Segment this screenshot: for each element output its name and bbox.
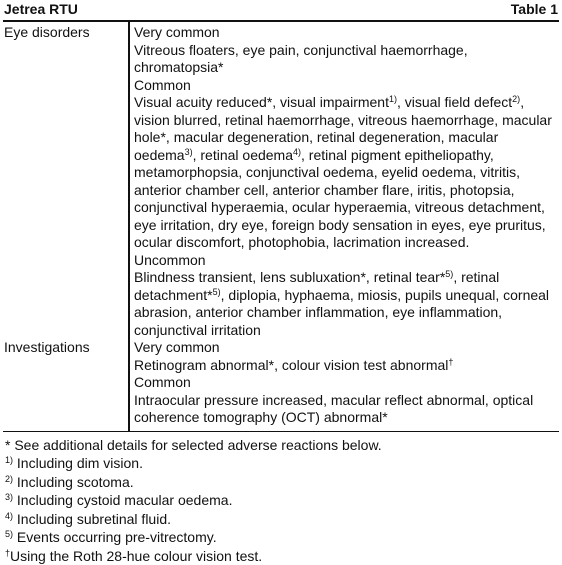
- reactions-cell: [129, 22, 559, 339]
- reaction-terms: [134, 94, 557, 252]
- footnote-text: Including cystoid macular oedema.: [13, 492, 232, 508]
- footnote-ref: 5): [213, 287, 221, 297]
- reaction-terms: Intraocular pressure increased, macular reflect abnormal, optical coherence tomography (OCT) abnormal*: [134, 392, 557, 427]
- frequency-label: Uncommon: [134, 252, 557, 270]
- table-row: [3, 339, 559, 431]
- footnote-mark: 3): [5, 492, 13, 502]
- frequency-label: Common: [134, 374, 557, 392]
- footnote-item: [5, 528, 557, 547]
- footnote-text: Including subretinal fluid.: [13, 511, 171, 527]
- footnote-mark: †: [5, 548, 10, 558]
- frequency-label: Very common: [134, 24, 557, 42]
- footnote-item: [5, 436, 557, 455]
- footnote-text: See additional details for selected adverse reactions below.: [10, 437, 381, 453]
- footnote-ref: 5): [445, 269, 453, 279]
- term-text: , retinal pigment epitheliopathy, metamorphopsia, conjunctival oedema, eyelid oedema, vitritis, anterior chamber cell, anterior chamber flare, iritis, photopsia, conjunctival hyperaemia, ocular hyperaemia, vitreous detachment, eye irritation, dry eye, foreign body sensation in eyes, eye pruritus, ocular discomfort, photophobia, lacrimation increased.: [134, 147, 546, 251]
- footnote-mark: 2): [5, 474, 13, 484]
- footnote-item: [5, 454, 557, 473]
- footnote-ref: 3): [185, 147, 193, 157]
- table-row: [3, 22, 559, 339]
- footnote-text: Including scotoma.: [13, 474, 134, 490]
- footnote-mark: 4): [5, 511, 13, 521]
- system-organ-class-label: Eye disorders: [4, 24, 90, 40]
- footnote-item: [5, 510, 557, 529]
- footnote-text: Including dim vision.: [13, 455, 143, 471]
- term-text: Visual acuity reduced*, visual impairment: [134, 94, 389, 110]
- term-text: , retinal detachment*: [134, 269, 499, 303]
- footnote-mark: 5): [5, 529, 13, 539]
- adverse-reactions-table: [3, 22, 559, 431]
- reactions-cell: [129, 339, 559, 431]
- reaction-terms: Vitreous floaters, eye pain, conjunctival haemorrhage, chromatopsia*: [134, 42, 557, 77]
- system-organ-class-label: Investigations: [4, 339, 90, 355]
- footnote-mark: *: [5, 437, 10, 453]
- system-organ-class-cell: [3, 22, 129, 339]
- table-title: Jetrea RTU: [4, 1, 78, 18]
- table-header: [3, 0, 559, 22]
- footnote-item: [5, 491, 557, 510]
- frequency-label: Common: [134, 77, 557, 95]
- reaction-terms: [134, 269, 557, 339]
- footnote-ref: 4): [293, 147, 301, 157]
- term-text: , visual field defect: [397, 94, 512, 110]
- footnote-text: Events occurring pre-vitrectomy.: [13, 529, 217, 545]
- reaction-terms: [134, 357, 557, 375]
- footnote-item: [5, 547, 557, 565]
- term-text: , vision blurred, retinal haemorrhage, vitreous haemorrhage, macular hole*, macular degeneration, retinal degeneration, macular oedema: [134, 94, 552, 163]
- footnote-ref: †: [448, 357, 453, 367]
- footnote-ref: 1): [389, 94, 397, 104]
- footnote-item: [5, 473, 557, 492]
- term-text: , diplopia, hyphaema, miosis, pupils unequal, corneal abrasion, anterior chamber inflammation, eye inflammation, conjunctival irritation: [134, 287, 549, 338]
- term-text: Retinogram abnormal*, colour vision test abnormal: [134, 357, 448, 373]
- term-text: , retinal oedema: [193, 147, 293, 163]
- footnote-mark: 1): [5, 455, 13, 465]
- footnote-text: Using the Roth 28-hue colour vision test.: [10, 548, 262, 564]
- term-text: Blindness transient, lens subluxation*, retinal tear*: [134, 269, 445, 285]
- table-number-label: Table 1: [511, 1, 558, 18]
- footnote-ref: 2): [512, 94, 520, 104]
- footnotes: [3, 432, 559, 565]
- system-organ-class-cell: [3, 339, 129, 431]
- frequency-label: Very common: [134, 339, 557, 357]
